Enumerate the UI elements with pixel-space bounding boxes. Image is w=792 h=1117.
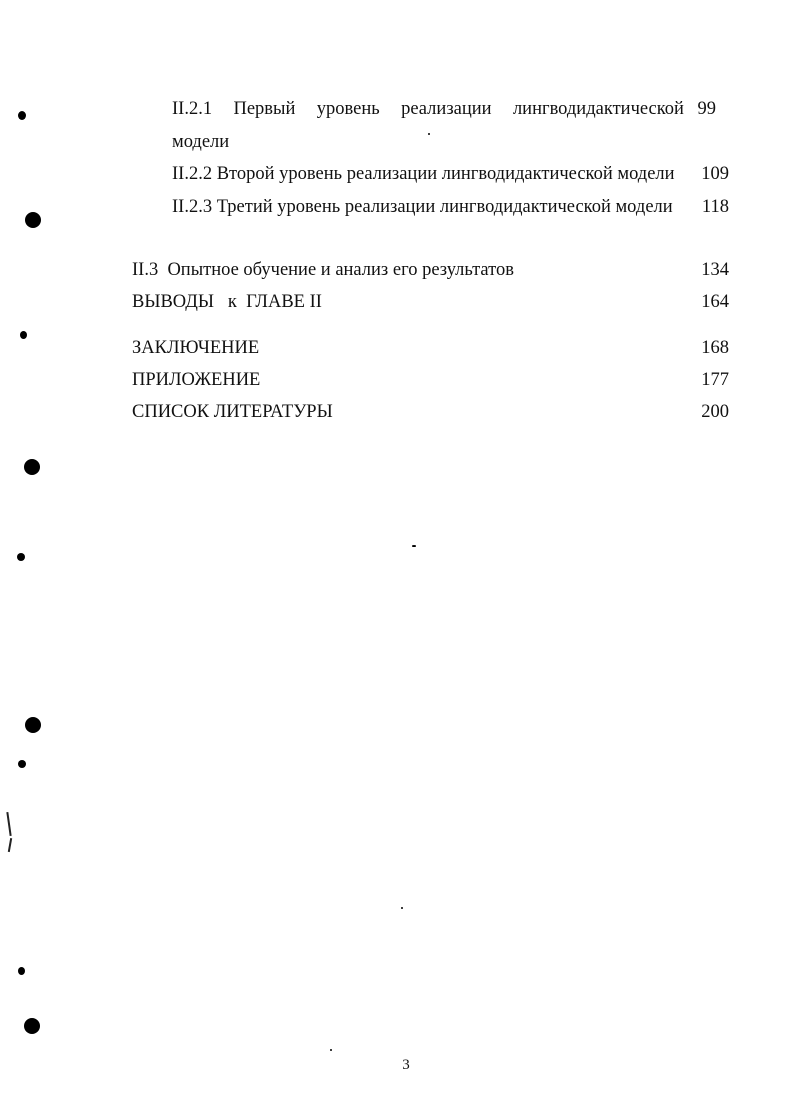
binder-hole [25,717,41,733]
binder-hole [24,1018,40,1034]
toc-page-number: 168 [701,338,729,358]
scan-speck [20,331,27,339]
toc-page-number: 164 [701,292,729,312]
toc-entry-text: II.2.3 Третий уровень реализации лингводидактической модели [172,197,673,217]
toc-page-number: 177 [701,370,729,390]
scan-speck [18,967,25,975]
toc-page-number: 118 [701,197,729,217]
toc-entry-text: II.2.2 Второй уровень реализации лингводидактической модели [172,164,675,184]
toc-word: лингводидактической [512,99,684,119]
scan-scratch [8,838,12,852]
toc-entry-ii-2-1 [172,97,732,157]
scan-speck [18,760,26,768]
scan-speck [428,133,430,135]
toc-entry-continuation: модели [172,132,230,152]
toc-word: реализации [401,99,492,119]
toc-page-number: 200 [701,402,729,422]
toc-entry-text: II.3 Опытное обучение и анализ его результатов [132,260,514,280]
page-number: 3 [402,1057,410,1073]
scan-speck [330,1049,332,1051]
scan-speck [412,545,416,547]
toc-word: Первый [233,99,296,119]
scan-speck [18,111,26,120]
toc-entry-text: ЗАКЛЮЧЕНИЕ [132,338,260,358]
toc-page-number: 134 [701,260,729,280]
toc-entry-text: СПИСОК ЛИТЕРАТУРЫ [132,402,333,422]
toc-page-number: 99 [697,99,716,119]
toc-entry-text: ВЫВОДЫ к ГЛАВЕ II [132,292,322,312]
binder-hole [24,459,40,475]
scan-scratch [6,812,11,836]
toc-entry-number: II.2.1 [172,99,213,119]
scan-speck [401,907,403,909]
toc-entry-text: ПРИЛОЖЕНИЕ [132,370,261,390]
scan-speck [17,553,25,561]
binder-hole [25,212,41,228]
toc-page-number: 109 [701,164,729,184]
toc-word: уровень [316,99,380,119]
toc-entry-text [172,97,684,121]
